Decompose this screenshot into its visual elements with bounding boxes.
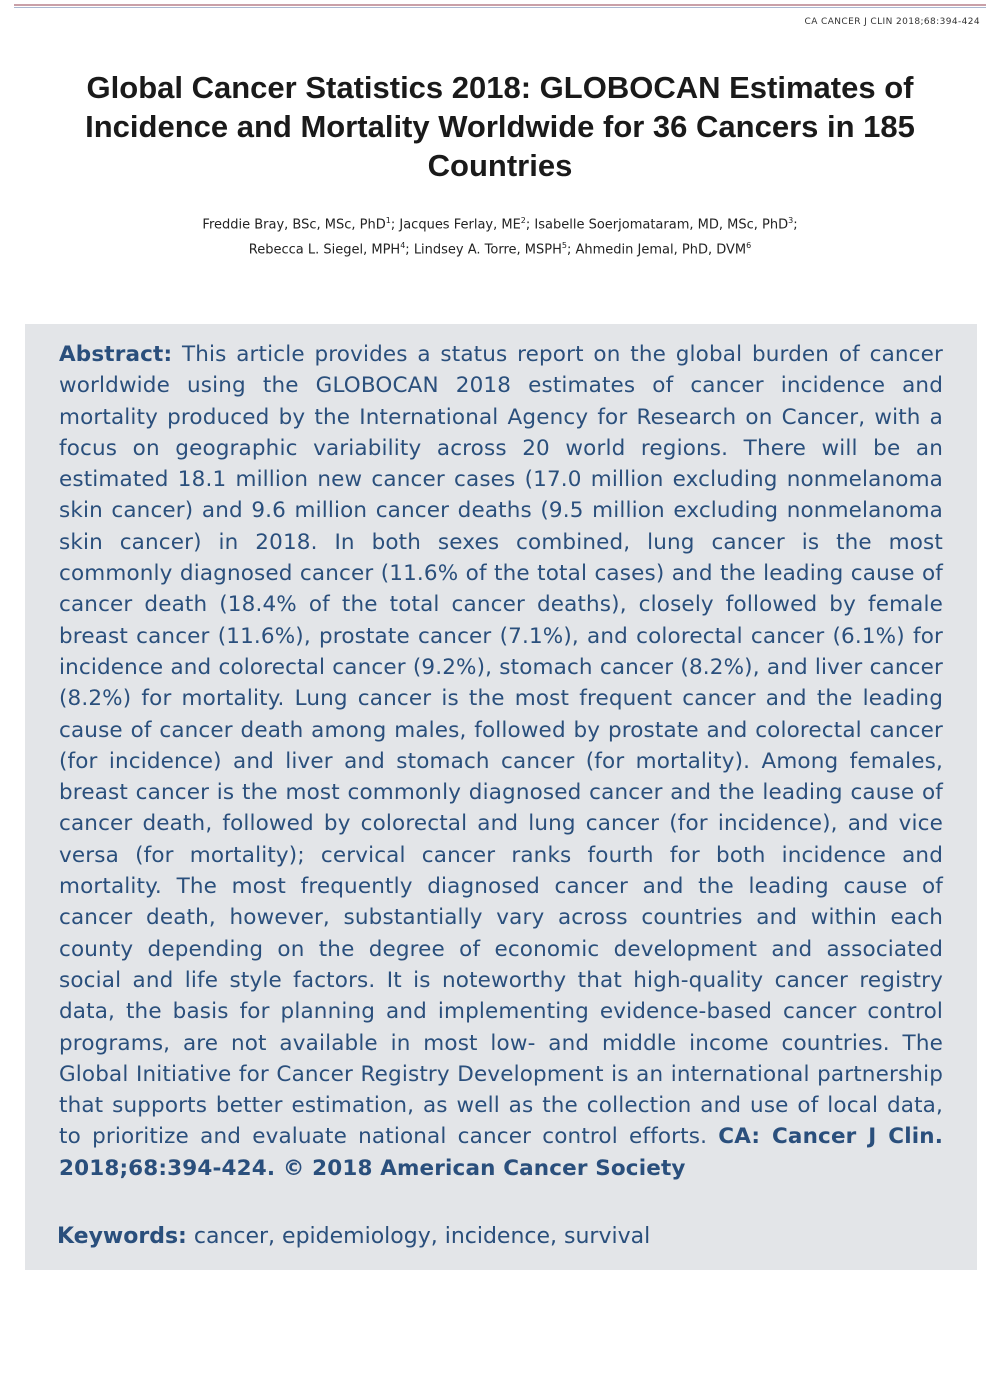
author-name: Isabelle Soerjomataram, MD, MSc, PhD <box>534 217 789 233</box>
keywords-list: cancer, epidemiology, incidence, survival <box>193 1224 651 1249</box>
abstract-body: This article provides a status report on the global burden of cancer worldwide using the GLOBOCAN 2018 estimates of cancer incidence and mortality produced by the International Agency for Research on Cancer, with a focus on geographic variability across 20 world regions. There will be an estimated 18.1 million new cancer cases (17.0 million excluding nonmelanoma skin cancer) and 9.6 million cancer deaths (9.5 million excluding nonmelanoma skin cancer) in 2018. In both sexes combined, lung cancer is the most commonly diagnosed cancer (11.6% of the total cases) and the leading cause of cancer death (18.4% of the total cancer deaths), closely followed by female breast cancer (11.6%), prostate cancer (7.1%), and colorectal cancer (6.1%) for incidence and colorectal cancer (9.2%), stomach cancer (8.2%), and liver cancer (8.2%) for mortality. Lung cancer is the most frequent cancer and the leading cause of cancer death among males, followed by prostate and colorectal cancer (for incidence) and liver and stomach cancer (for mortality). Among females, breast cancer is the most commonly diagnosed cancer and the leading cause of cancer death, followed by colorectal and lung cancer (for incidence), and vice versa (for mortality); cervical cancer ranks fourth for both incidence and mortality. The most frequently diagnosed cancer and the leading cause of cancer death, however, substantially vary across countries and within each county depending on the degree of economic development and associated social and life style factors. It is noteworthy that high-quality cancer registry data, the basis for planning and implementing evidence-based cancer control programs, are not available in most low- and middle income countries. The Global Initiative for Cancer Registry Development is an international partnership that supports better estimation, as well as the collection and use of local data, to prioritize and evaluate national cancer control efforts. <box>59 342 944 1150</box>
author-affiliation: 6 <box>746 241 752 251</box>
author-name: Rebecca L. Siegel, MPH <box>248 242 401 258</box>
abstract-citation: CA: Cancer J Clin. 2018;68:394-424. © 2018 American Cancer Society <box>59 1124 944 1181</box>
author-list: Freddie Bray, BSc, MSc, PhD$^1$; Jacques Ferlay, $ME^2$; Isabelle Soerjomataram, MD, MSc, PhD$^3$; Rebecca L. Siegel, MPH$^4$; Lindsey A. Torre, MSPH$^5$; Ahmedin Jemal, PhD, DVM$^6$ <box>202 216 798 258</box>
author-name: Jacques Ferlay, ME <box>399 217 521 233</box>
author-affiliation: 5 <box>561 241 567 251</box>
article-title: Global Cancer Statistics 2018: GLOBOCAN Estimates of Incidence and Mortality Worldwide for 36 Cancers in 185 Countries <box>85 70 915 183</box>
abstract-label: Abstract: <box>59 342 173 367</box>
journal-reference: CA CANCER J CLIN 2018;68:394-424 <box>804 17 980 27</box>
author-name: Freddie Bray, BSc, MSc, PhD <box>202 217 386 233</box>
header-rule-blue <box>14 7 986 8</box>
keywords <box>57 1222 941 1252</box>
author-name: Ahmedin Jemal, PhD, DVM <box>575 242 747 258</box>
header-rule-red <box>14 4 986 6</box>
author-affiliation: 4 <box>400 241 406 251</box>
author-name: Lindsey A. Torre, MSPH <box>413 242 562 258</box>
keywords-label: Keywords: <box>57 1224 187 1249</box>
author-affiliation: 2 <box>520 216 526 225</box>
author-affiliation: 1 <box>385 216 391 225</box>
abstract <box>59 339 943 1184</box>
author-affiliation: 3 <box>788 216 794 225</box>
